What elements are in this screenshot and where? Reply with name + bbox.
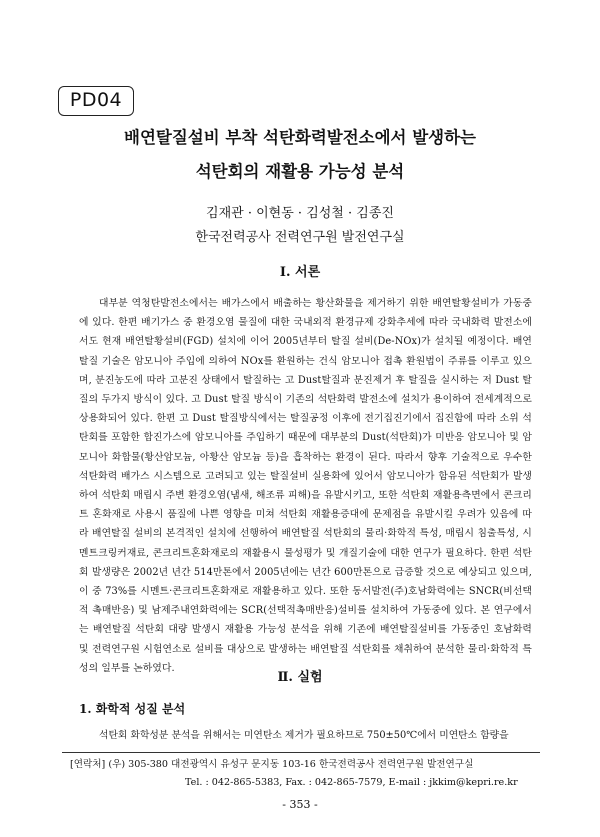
paper-code-badge: PD04 (58, 86, 134, 116)
chemical-analysis-paragraph: 석탄회 화학성분 분석을 위해서는 미연탄소 제거가 필요하므로 750±50℃에서 미연탄소 함량을 (99, 730, 509, 741)
contact-address: [연락처] (우) 305-380 대전광역시 유성구 문지동 103-16 한국전력공사 전력연구원 발전연구실 (70, 759, 474, 770)
page-number: - 353 - (282, 798, 318, 811)
paper-title-line1: 배연탈질설비 부착 석탄화력발전소에서 발생하는 (124, 128, 476, 147)
author-list: 김재관 · 이현동 · 김성철 · 김종진 (206, 206, 394, 221)
section-heading-introduction: Ⅰ. 서론 (279, 265, 321, 280)
footnote-divider (62, 752, 540, 753)
paper-title-line2: 석탄회의 재활용 가능성 분석 (195, 162, 405, 181)
contact-phone-email: Tel. : 042-865-5383, Fax. : 042-865-7579, E-mail : jkkim@kepri.re.kr (185, 777, 518, 788)
section-heading-experiment: Ⅱ. 실험 (277, 670, 323, 685)
author-affiliation: 한국전력공사 전력연구원 발전연구실 (195, 230, 405, 245)
introduction-paragraph: 대부분 역청탄발전소에서는 배가스에서 배출하는 황산화물을 제거하기 위한 배연탈황설비가 가동중에 있다. 한편 배기가스 중 환경오염 물질에 대한 국내외적 환경규제 강화추세에 따라 국내화력 발전소에서도 현재 배연탈황설비(FGD) 설치에 이어 2005년부터 탈질 설비(De-NOx)가 설치될 예정이다. 배연탈질 기술은 암모니아 주입에 의하여 NOx를 환원하는 건식 암모니아 접촉 환원법이 주류를 이루고 있으며, 분진농도에 따라 고분진 상태에서 탈질하는 고 Dust탈질과 분진제거 후 탈질을 실시하는 저 Dust 탈질의 두가지 방식이 있다. 고 Dust 탈질 방식이 기존의 석탄화력 발전소에 설치가 용이하여 전세계적으로 상용화되어 있다. 한편 고 Dust 탈질방식에서는 탈질공정 이후에 전기집진기에서 집진함에 따라 소위 석탄회를 포함한 합진가스에 암모니아를 주입하기 때문에 대부분의 Dust(석탄회)가 미반응 암모니아 및 암모니아 화합물(황산암모늄, 아황산 암모늄 등)을 흡착하는 환경이 된다. 따라서 향후 기술적으로 우수한 석탄화력 배가스 시스템으로 고려되고 있는 탈질설비 실용화에 있어서 암모니아가 함유된 석탄회가 발생하여 석탄회 매립시 주변 환경오염(냄새, 해조류 피해)을 유발시키고, 또한 석탄회 재활용측면에서 콘크리트 혼화재로 사용시 품질에 나쁜 영향을 미쳐 석탄회 재활용증대에 문제점을 유발시킬 우려가 있음에 따라 배연탈질 설비의 본격적인 설치에 선행하여 배연탈질 석탄회의 물리·화학적 특성, 매립시 침출특성, 시멘트크링커재료, 콘크리트혼화재로의 재활용시 물성평가 및 개질기술에 대한 연구가 필요하다. 한편 석탄회 발생량은 2002년 년간 514만톤에서 2005년에는 년간 600만톤으로 급증할 것으로 예상되고 있으며, 이 중 73%를 시멘트·콘크리트혼화재로 재활용하고 있다. 또한 동서발전(주)호남화력에는 SNCR(비선택적 촉매반응) 및 남제주내연화력에는 SCR(선택적촉매반응)설비를 설치하여 가동중에 있다. 본 연구에서는 배연탈질 석탄회 대량 발생시 재활용 가능성 분석을 위해 기존에 배연탈질설비를 가동중인 호남화력 및 전력연구원 시험연소로 설비를 대상으로 발생하는 배연탈질 석탄회를 채취하여 분석한 물리·화학적 특성의 일부를 논하였다. (79, 298, 532, 674)
subsection-heading-chemical-analysis: 1. 화학적 성질 분석 (79, 702, 186, 716)
